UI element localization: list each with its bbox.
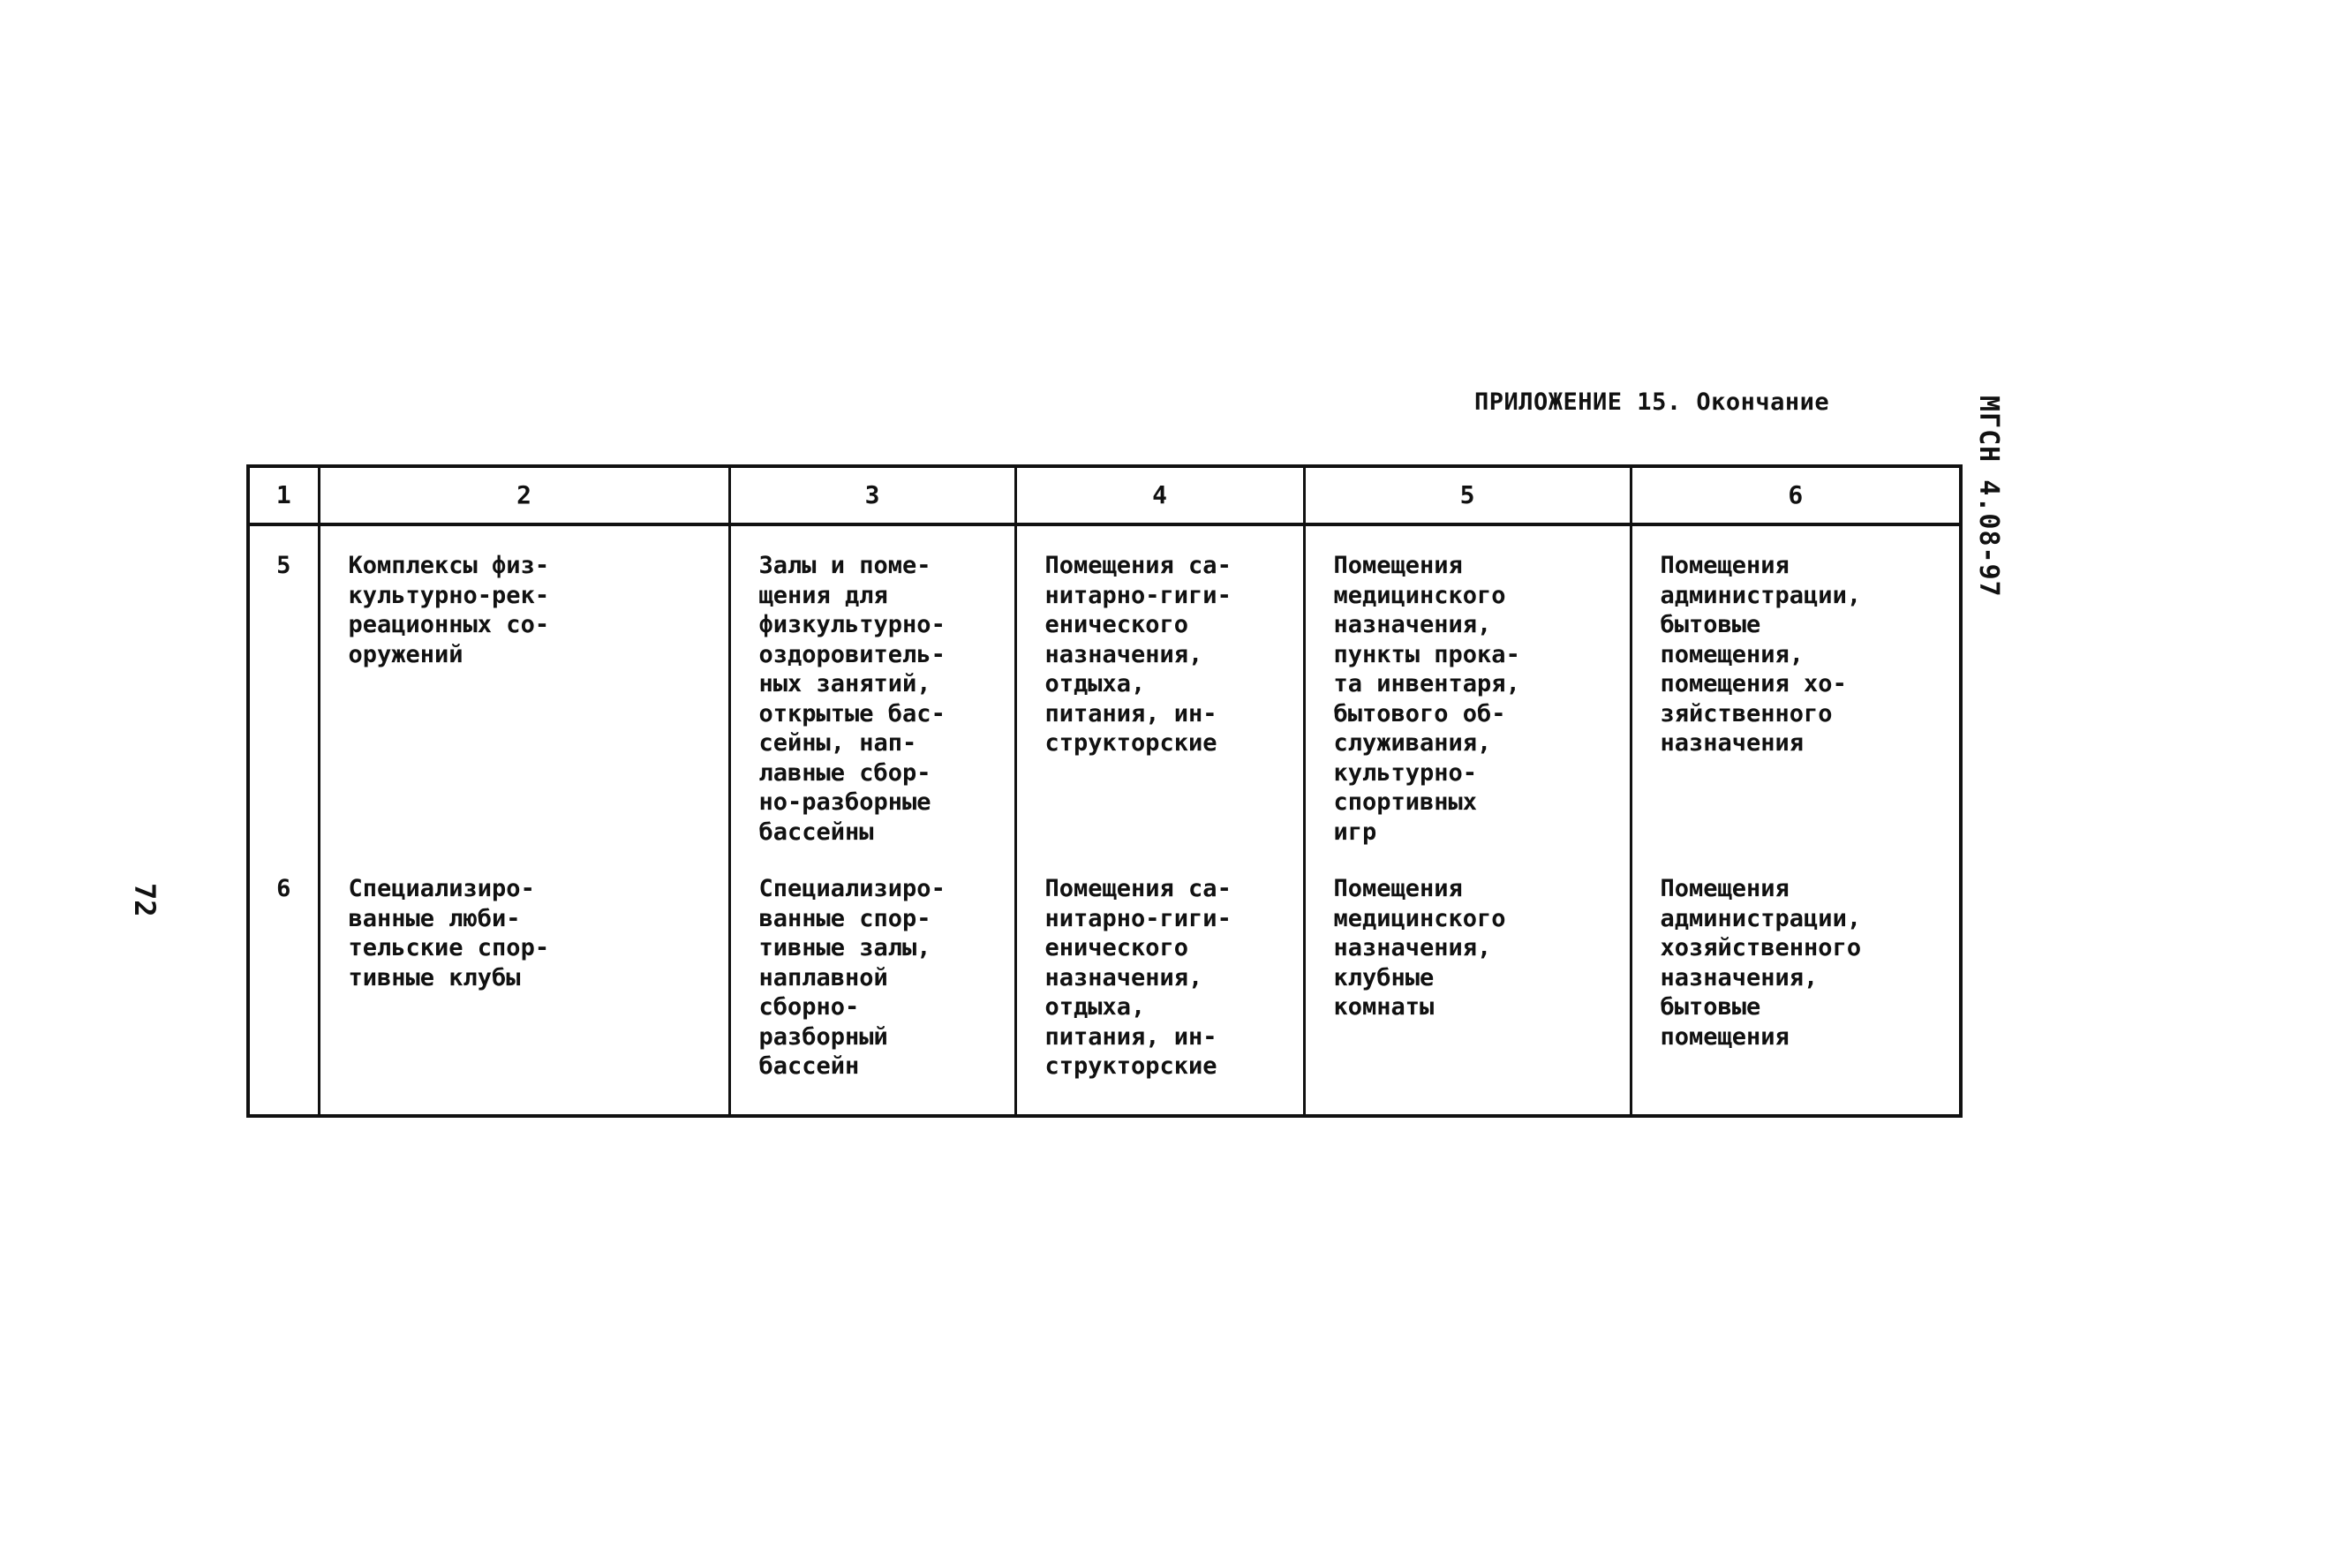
table-cell: Залы и поме- щения для физкультурно- оздоровитель- ных занятий, открытые бас- сейны, нап- лавные сбор- но-разборные бассейны <box>729 524 1015 869</box>
table-cell: Комплексы физ- культурно-рек- реационных со- оружений <box>319 524 729 869</box>
column-header: 1 <box>248 466 319 524</box>
appendix-title: ПРИЛОЖЕНИЕ 15. Окончание <box>1474 388 1830 416</box>
column-header: 6 <box>1631 466 1961 524</box>
table-header-row <box>248 466 1961 524</box>
table-cell: Помещения са- нитарно-гиги- енического назначения, отдыха, питания, ин- структорские <box>1015 524 1304 869</box>
table-row <box>248 524 1961 869</box>
appendix-table <box>246 464 1963 1118</box>
column-header: 2 <box>319 466 729 524</box>
row-number: 6 <box>248 869 319 1116</box>
table-cell: Помещения са- нитарно-гиги- енического назначения, отдыха, питания, ин- структорские <box>1015 869 1304 1116</box>
column-header: 4 <box>1015 466 1304 524</box>
table-cell: Помещения администрации, бытовые помещения, помещения хо- зяйственного назначения <box>1631 524 1961 869</box>
table-cell: Помещения администрации, хозяйственного назначения, бытовые помещения <box>1631 869 1961 1116</box>
column-header: 5 <box>1304 466 1631 524</box>
table-cell: Специализиро- ванные люби- тельские спор- тивные клубы <box>319 869 729 1116</box>
table-cell: Помещения медицинского назначения, пункты прока- та инвентаря, бытового об- служивания, культурно- спортивных игр <box>1304 524 1631 869</box>
row-number: 5 <box>248 524 319 869</box>
document-code: МГСН 4.08-97 <box>1973 396 2004 598</box>
page-number: 72 <box>128 883 162 917</box>
table-row <box>248 869 1961 1116</box>
table-cell: Помещения медицинского назначения, клубные комнаты <box>1304 869 1631 1116</box>
column-header: 3 <box>729 466 1015 524</box>
table-cell: Специализиро- ванные спор- тивные залы, наплавной сборно- разборный бассейн <box>729 869 1015 1116</box>
